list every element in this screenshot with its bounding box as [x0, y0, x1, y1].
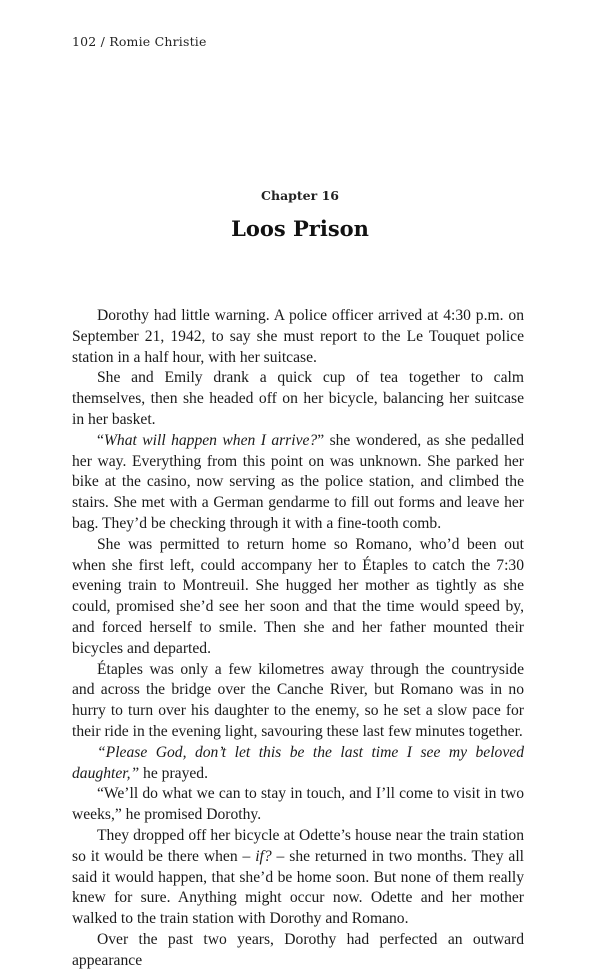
- paragraph: “We’ll do what we can to stay in touch, and I’ll come to visit in two weeks,” he promised Dorothy.: [72, 785, 524, 824]
- chapter-label: Chapter 16: [261, 188, 339, 203]
- paragraph: Étaples was only a few kilometres away through the countryside and across the bridge over the Canche River, but Romano was in no hurry to turn over his daughter to the enemy, so he set a slow pace for their ride in the evening light, savouring these last few minutes together.: [72, 660, 524, 740]
- paragraph: They dropped off her bicycle at Odette’s house near the train station so it would be there when – if? – she returned in two months. They all said it would happen, that she’d be home soon. But none of them really knew for sure. Anything might occur now. Odette and her mother walked to the train station with Dorothy and Romano.: [72, 826, 525, 928]
- italic-thought: What will happen when I arrive?: [103, 431, 318, 449]
- paragraph: Over the past two years, Dorothy had perfected an outward appearance: [72, 930, 524, 969]
- paragraph: Dorothy had little warning. A police officer arrived at 4:30 p.m. on September 21, 1942, to say she must report to the Le Touquet police station in a half hour, with her suitcase.: [72, 307, 524, 366]
- paragraph: She was permitted to return home so Romano, who’d been out when she first left, could accompany her to Étaples to catch the 7:30 evening train to Montreuil. She hugged her mother as tightly as she could, promised she’d see her soon and that the time would speed by, and forced herself to smile. Then she and her father mounted their bicycles and departed.: [72, 535, 524, 657]
- body-text: [72, 306, 524, 972]
- paragraph-prayer: “Please God, don’t let this be the last time I see my beloved daughter,” he prayed.: [72, 743, 524, 782]
- chapter-title: Loos Prison: [231, 216, 369, 241]
- paragraph: She and Emily drank a quick cup of tea together to calm themselves, then she headed off on her bicycle, balancing her suitcase in her basket.: [72, 369, 524, 428]
- paragraph: “What will happen when I arrive?” she wondered, as she pedalled her way. Everything from this point on was unknown. She parked her bike at the casino, now serving as the police station, and climbed the stairs. She met with a German gendarme to fill out forms and leave her bag. They’d be checking through it with a fine-tooth comb.: [72, 431, 524, 532]
- italic-aside: if?: [255, 847, 272, 865]
- italic-prayer: “Please God, don’t let this be the last time I see my beloved daughter,”: [72, 743, 524, 782]
- running-head: 102 / Romie Christie: [72, 34, 207, 49]
